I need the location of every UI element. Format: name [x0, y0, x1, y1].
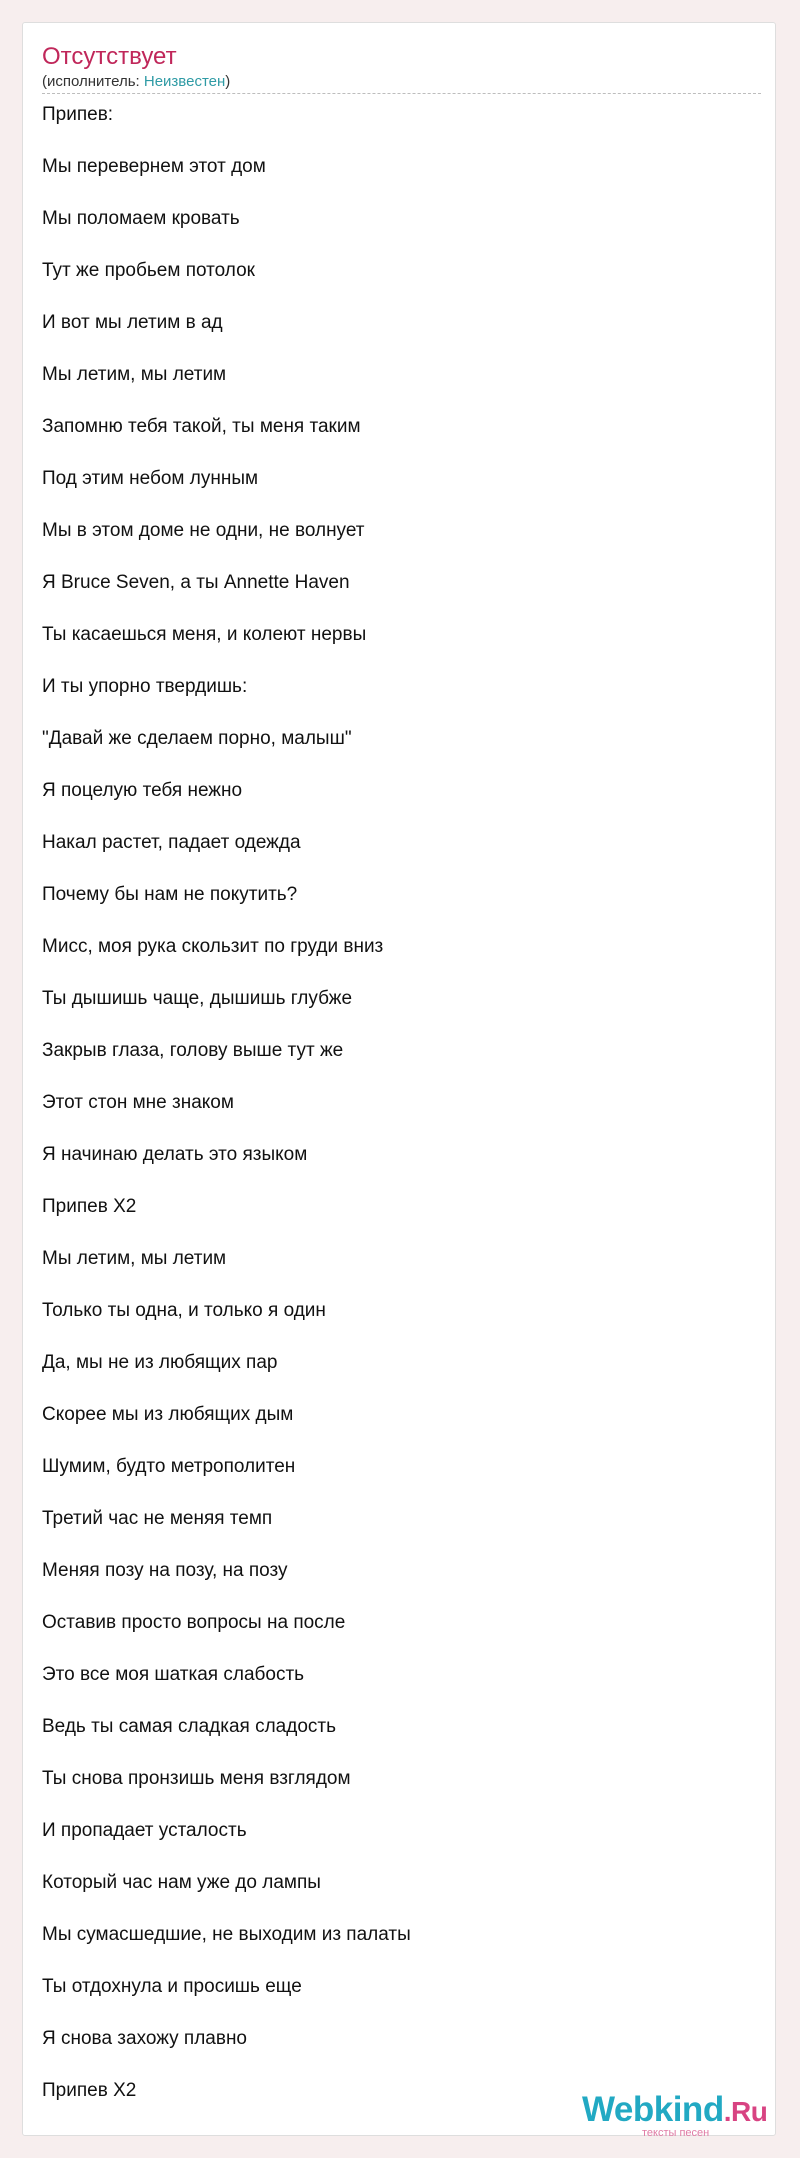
lyric-line: Ты снова пронзишь меня взглядом [42, 1768, 351, 1789]
lyric-line: Закрыв глаза, голову выше тут же [42, 1040, 344, 1061]
lyric-line: Да, мы не из любящих пар [42, 1352, 278, 1373]
lyric-line: Мисс, моя рука скользит по груди вниз [42, 936, 384, 957]
lyric-line: Ведь ты самая сладкая сладость [42, 1716, 336, 1737]
lyric-line: И пропадает усталость [42, 1820, 247, 1841]
lyric-line: Под этим небом лунным [42, 468, 259, 489]
lyric-line: Почему бы нам не покутить? [42, 884, 298, 905]
lyric-line: И ты упорно твердишь: [42, 676, 248, 697]
artist-prefix: (исполнитель: [42, 73, 144, 90]
lyric-line: Я снова захожу плавно [42, 2028, 248, 2049]
lyric-line: Припев Х2 [42, 1196, 137, 1217]
lyric-line: Мы летим, мы летим [42, 364, 227, 385]
lyric-line: Ты касаешься меня, и колеют нервы [42, 624, 367, 645]
artist-line [42, 73, 230, 91]
lyric-line: Я начинаю делать это языком [42, 1144, 308, 1165]
lyric-line: Мы летим, мы летим [42, 1248, 227, 1269]
lyric-line: "Давай же сделаем порно, малыш" [42, 728, 352, 749]
lyrics-card [22, 22, 776, 2136]
lyric-line: Припев: [42, 104, 114, 125]
lyric-line: Шумим, будто метрополитен [42, 1456, 296, 1477]
artist-link[interactable]: Неизвестен [143, 73, 226, 90]
lyric-line: Меняя позу на позу, на позу [42, 1560, 288, 1581]
lyric-line: Скорее мы из любящих дым [42, 1404, 294, 1425]
lyric-line: Только ты одна, и только я один [42, 1300, 326, 1321]
dashed-divider [42, 93, 761, 94]
lyric-line: Ты дышишь чаще, дышишь глубже [42, 988, 353, 1009]
logo-tagline: тексты песен [642, 2127, 710, 2139]
lyric-line: Мы в этом доме не одни, не волнует [42, 520, 365, 541]
song-title: Отсутствует [42, 43, 177, 70]
lyric-line: Накал растет, падает одежда [42, 832, 301, 853]
artist-suffix: ) [225, 73, 231, 90]
logo-wordmark [582, 2090, 767, 2132]
logo-tld: .Ru [723, 2096, 768, 2127]
lyric-line: Мы перевернем этот дом [42, 156, 266, 177]
lyric-line: И вот мы летим в ад [42, 312, 223, 333]
lyric-line: Который час нам уже до лампы [42, 1872, 321, 1893]
lyric-line: Я поцелую тебя нежно [42, 780, 243, 801]
lyrics-list [42, 101, 742, 2129]
lyric-line: Это все моя шаткая слабость [42, 1664, 305, 1685]
lyric-line: Запомню тебя такой, ты меня таким [42, 416, 361, 437]
lyric-line: Припев Х2 [42, 2080, 137, 2101]
lyric-line: Оставив просто вопросы на после [42, 1612, 346, 1633]
lyric-line: Тут же пробьем потолок [42, 260, 255, 281]
site-logo[interactable] [560, 2068, 775, 2139]
lyric-line: Мы поломаем кровать [42, 208, 240, 229]
lyric-line: Ты отдохнула и просишь еще [42, 1976, 302, 1997]
lyric-line: Этот стон мне знаком [42, 1092, 234, 1113]
lyric-line: Мы сумасшедшие, не выходим из палаты [42, 1924, 411, 1945]
logo-name: Webkind [582, 2090, 724, 2129]
lyric-line: Я Bruce Seven, а ты Annette Haven [42, 572, 350, 593]
lyric-line: Третий час не меняя темп [42, 1508, 273, 1529]
